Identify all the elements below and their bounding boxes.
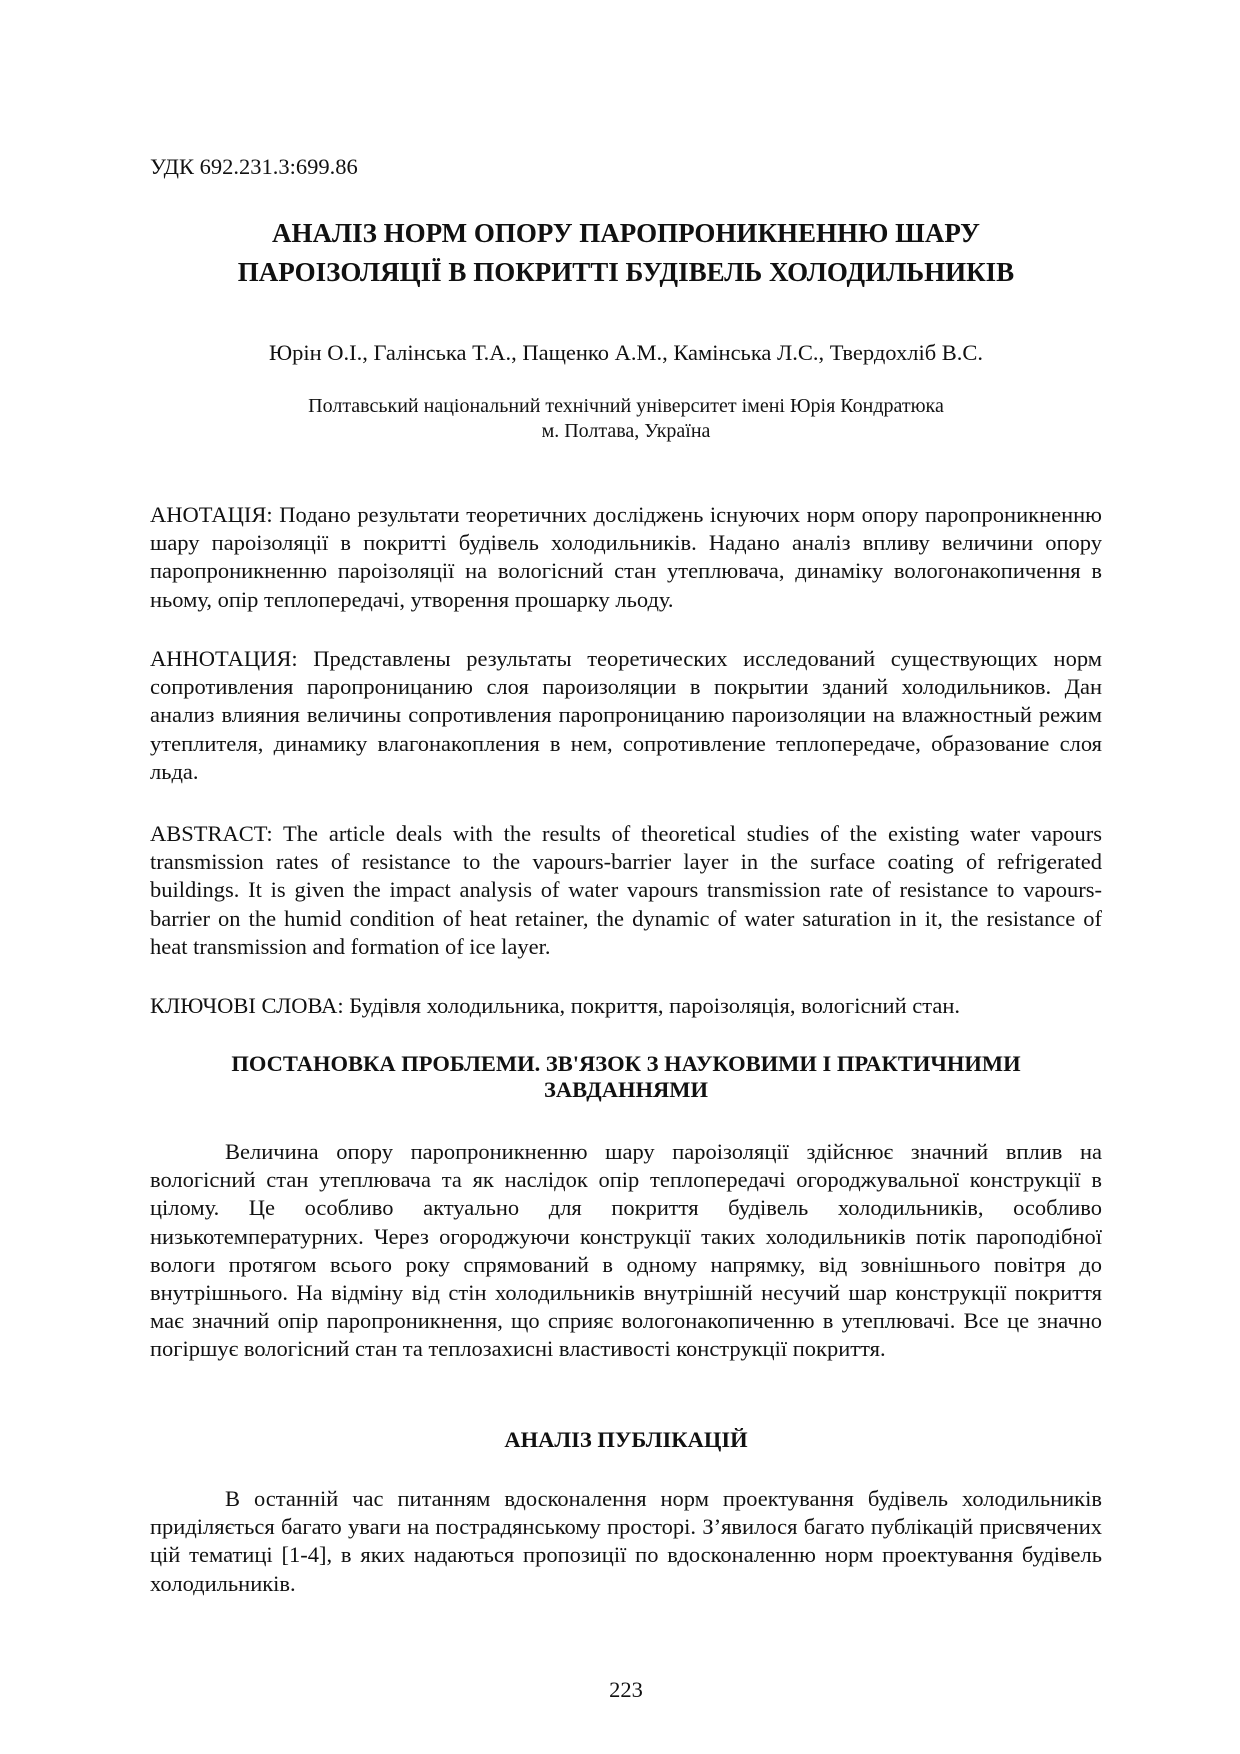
affiliation-city: м. Полтава, Україна <box>541 420 711 442</box>
paper-title <box>130 214 1122 292</box>
title-line-2: ПАРОІЗОЛЯЦІЇ В ПОКРИТТІ БУДІВЕЛЬ ХОЛОДИЛЬНИКІВ <box>237 257 1015 287</box>
section-heading-problem <box>150 1051 1102 1103</box>
authors: Юрін О.І., Галінська Т.А., Пащенко А.М., Камінська Л.С., Твердохліб В.С. <box>268 340 984 365</box>
udc-code: УДК 692.231.3:699.86 <box>150 154 358 179</box>
abstract-ua: АНОТАЦІЯ: Подано результати теоретичних досліджень існуючих норм опору паропроникненню шару пароізоляції в покритті будівель холодильників. Надано аналіз впливу величини опору паропроникненню пароізоляції на вологісний стан утеплювача, динаміку вологонакопичення в ньому, опір теплопередачі, утворення прошарку льоду. <box>150 502 1102 612</box>
affiliation <box>150 394 1102 444</box>
title-line-1: АНАЛІЗ НОРМ ОПОРУ ПАРОПРОНИКНЕННЮ ШАРУ <box>272 218 980 248</box>
abstract-en: ABSTRACT: The article deals with the results of theoretical studies of the existing water vapours transmission rates of resistance to the vapours-barrier layer in the surface coating of refrigerated buildings. It is given the impact analysis of water vapours transmission rate of resistance to vapours-barrier on the humid condition of heat retainer, the dynamic of water saturation in it, the resistance of heat transmission and formation of ice layer. <box>150 821 1102 959</box>
heading-line-2: ЗАВДАННЯМИ <box>544 1077 708 1102</box>
section-problem-text: Величина опору паропроникненню шару пароізоляції здійснює значний вплив на вологісний стан утеплювача та як наслідок опір теплопередачі огороджувальної конструкції в цілому. Це особливо актуально для покриття будівель холодильників, особливо низькотемпературних. Через огороджуючи конструкції таких холодильників потік пароподібної вологи протягом всього року спрямований в одному напрямку, від зовнішнього повітря до внутрішнього. На відміну від стін холодильників внутрішній несучий шар конструкції покриття має значний опір паропроникнення, що сприяє вологонакопиченню в утеплювачі. Все це значно погіршує вологісний стан та теплозахисні властивості конструкції покриття. <box>150 1139 1102 1362</box>
keywords: КЛЮЧОВІ СЛОВА: Будівля холодильника, покриття, пароізоляція, вологісний стан. <box>150 993 960 1018</box>
page-number: 223 <box>609 1677 643 1702</box>
affiliation-institution: Полтавський національний технічний університет імені Юрія Кондратюка <box>308 395 944 417</box>
abstract-ru: АННОТАЦИЯ: Представлены результаты теоретических исследований существующих норм сопротивления паропроницанию слоя пароизоляции в покрытии зданий холодильников. Дан анализ влияния величины сопротивления паропроницанию пароизоляции на влажностный режим утеплителя, динамику влагонакопления в нем, сопротивление теплопередаче, образование слоя льда. <box>150 646 1102 784</box>
section-heading-publications: АНАЛІЗ ПУБЛІКАЦІЙ <box>504 1427 748 1452</box>
heading-line-1: ПОСТАНОВКА ПРОБЛЕМИ. ЗВ'ЯЗОК З НАУКОВИМИ І ПРАКТИЧНИМИ <box>231 1051 1021 1076</box>
section-publications-text: В останній час питанням вдосконалення норм проектування будівель холодильників приділяється багато уваги на пострадянському просторі. З’явилося багато публікацій присвячених цій тематиці [1-4], в яких надаються пропозиції по вдосконаленню норм проектування будівель холодильників. <box>150 1486 1102 1596</box>
